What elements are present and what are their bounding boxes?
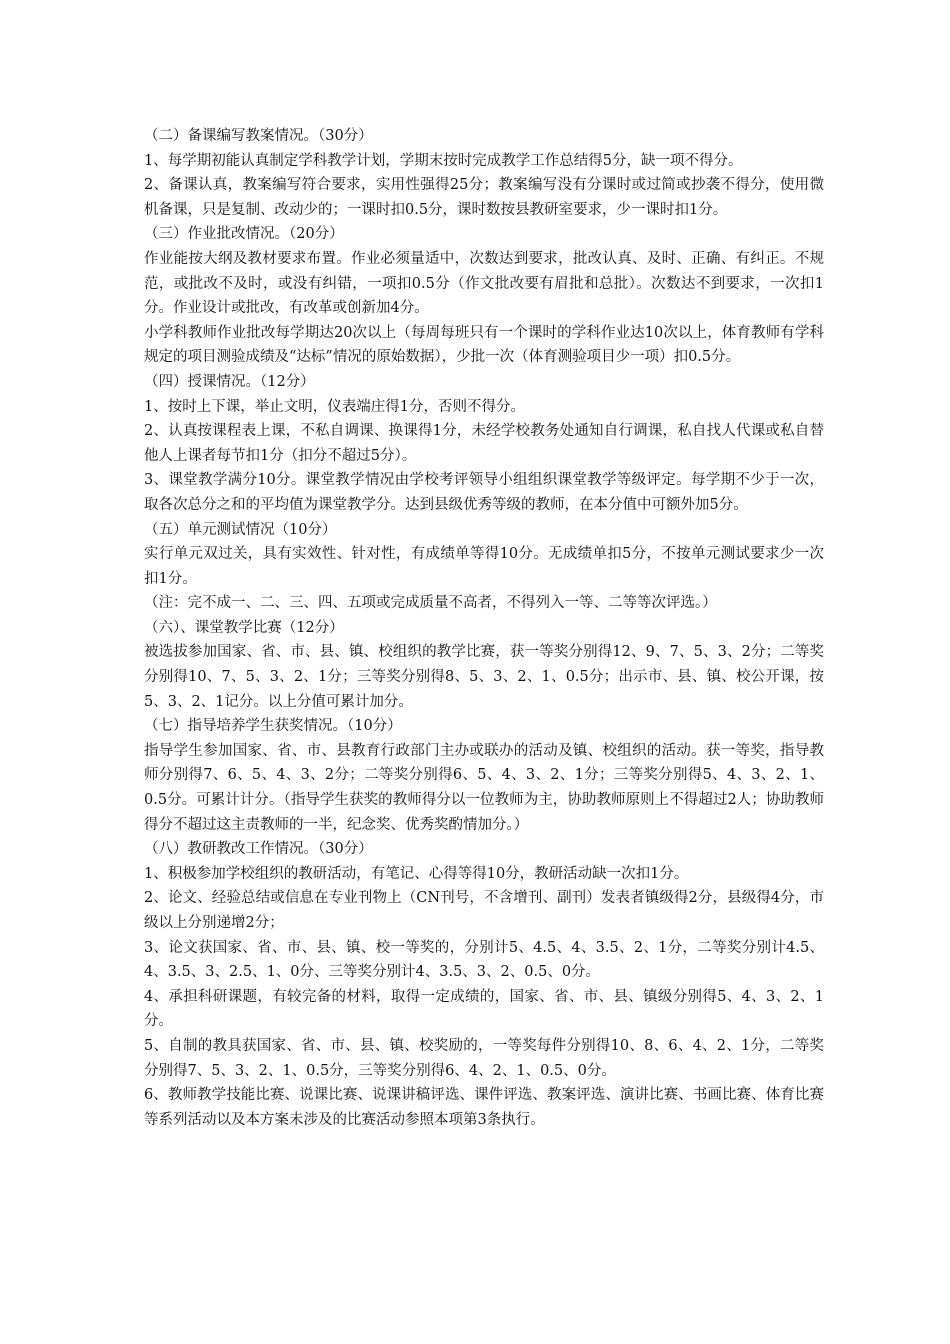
- section-heading-7: （七）指导培养学生获奖情况。（10分）: [144, 718, 402, 735]
- paragraph: 2、认真按课程表上课，不私自调课、换课得1分，未经学校教务处通知自行调课，私自找人代课或私自替他人上课者每节扣1分（扣分不超过5分）。: [144, 423, 824, 464]
- paragraph: 指导学生参加国家、省、市、县教育行政部门主办或联办的活动及镇、校组织的活动。获一等奖，指导教师分别得7、6、5、4、3、2分；二等奖分别得6、5、4、3、2、1分；三等奖分别得5、4、3、2、1、0.5分。可累计计分。（指导学生获奖的教师得分以一位教师为主，协助教师原则上不得超过2人；协助教师得分不超过这主责教师的一半，纪念奖、优秀奖酌情加分。）: [144, 742, 824, 833]
- section-heading-4: （四）授课情况。（12分）: [144, 373, 315, 390]
- section-heading-3: （三）作业批改情况。（20分）: [144, 226, 344, 243]
- paragraph: 小学科教师作业批改每学期达20次以上（每周每班只有一个课时的学科作业达10次以上，体育教师有学科规定的项目测验成绩及“达标”情况的原始数据），少批一次（体育测验项目少一项）扣0.5分。: [144, 324, 824, 366]
- paragraph: 1、每学期初能认真制定学科教学计划，学期末按时完成教学工作总结得5分，缺一项不得分。: [144, 152, 743, 169]
- paragraph: 1、按时上下课，举止文明，仪表端庄得1分，否则不得分。: [144, 398, 525, 415]
- paragraph: 被选拔参加国家、省、市、县、镇、校组织的教学比赛，获一等奖分别得12、9、7、5、3、2分；二等奖分别得10、7、5、3、2、1分；三等奖分别得8、5、3、2、1、0.5分；出示市、县、镇、校公开课，按5、3、2、1记分。以上分值可累计加分。: [144, 644, 824, 710]
- paragraph: 3、论文获国家、省、市、县、镇、校一等奖的，分别计5、4.5、4、3.5、2、1分，二等奖分别计4.5、4、3.5、3、2.5、1、0分、三等奖分别计4、3.5、3、2、0.5、0分。: [144, 939, 824, 981]
- paragraph: 1、积极参加学校组织的教研活动，有笔记、心得等得10分，教研活动缺一次扣1分。: [144, 865, 689, 882]
- paragraph: 5、自制的教具获国家、省、市、县、镇、校奖励的，一等奖每件分别得10、8、6、4、2、1分，二等奖分别得7、5、3、2、1、0.5分，三等奖分别得6、4、2、1、0.5、0分。: [144, 1037, 824, 1079]
- paragraph: 实行单元双过关，具有实效性、针对性，有成绩单等得10分。无成绩单扣5分，不按单元测试要求少一次扣1分。: [144, 546, 824, 587]
- paragraph: 4、承担科研课题，有较完备的材料，取得一定成绩的，国家、省、市、县、镇级分别得5、4、3、2、1 分。: [144, 988, 824, 1030]
- document-body: [144, 124, 824, 1132]
- section-heading-5: （五）单元测试情况（10分）: [144, 521, 337, 538]
- paragraph: 作业能按大纲及教材要求布置。作业必须量适中，次数达到要求，批改认真、及时、正确、有纠正。不规范，或批改不及时，或没有纠错，一项扣0.5分（作文批改要有眉批和总批）。次数达不到要求，一次扣1分。作业设计或批改，有改革或创新加4分。: [144, 250, 824, 317]
- paragraph: 2、论文、经验总结或信息在专业刊物上（CN刊号，不含增刊、副刊）发表者镇级得2分，县级得4分，市级以上分别递增2分；: [144, 890, 824, 931]
- section-heading-2: （二）备课编写教案情况。（30分）: [144, 128, 373, 144]
- paragraph: 3、课堂教学满分10分。课堂教学情况由学校考评领导小组组织课堂教学等级评定。每学期不少于一次，取各次总分之和的平均值为课堂教学分。达到县级优秀等级的教师，在本分值中可额外加5分。: [144, 472, 824, 513]
- paragraph: 6、教师教学技能比赛、说课比赛、说课讲稿评选、课件评选、教案评选、演讲比赛、书画比赛、体育比赛等系列活动以及本方案未涉及的比赛活动参照本项第3条执行。: [144, 1087, 824, 1128]
- paragraph: 2、备课认真，教案编写符合要求，实用性强得25分；教案编写没有分课时或过简或抄袭不得分，使用微机备课，只是复制、改动少的；一课时扣0.5分，课时数按县教研室要求，少一课时扣1分。: [144, 177, 824, 218]
- section-heading-6: （六）、课堂教学比赛（12分）: [144, 619, 344, 636]
- note-paragraph: （注：完不成一、二、三、四、五项或完成质量不高者，不得列入一等、二等等次评选。）: [144, 595, 717, 612]
- section-heading-8: （八）教研教改工作情况。（30分）: [144, 841, 373, 858]
